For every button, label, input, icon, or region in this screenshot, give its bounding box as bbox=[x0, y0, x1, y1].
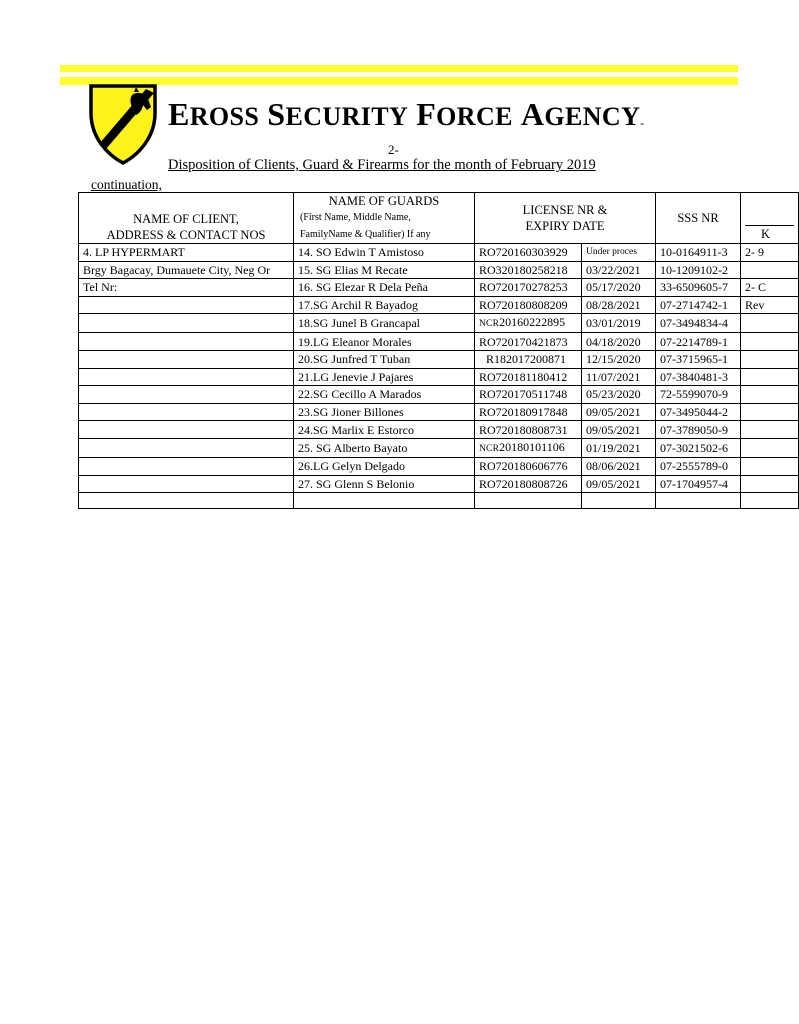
empty-cell bbox=[656, 493, 741, 509]
license-number-cell bbox=[475, 403, 582, 421]
empty-cell bbox=[294, 493, 475, 509]
firearm-info-cell bbox=[741, 421, 799, 439]
license-number-cell bbox=[475, 475, 582, 493]
sss-number-cell: 33-6509605-7 bbox=[656, 279, 741, 297]
license-number-cell bbox=[475, 421, 582, 439]
table-row bbox=[79, 350, 799, 368]
sss-number-cell: 07-2214789-1 bbox=[656, 333, 741, 351]
header-client: NAME OF CLIENT, ADDRESS & CONTACT NOS bbox=[79, 193, 294, 244]
guard-name-cell: 17.SG Archil R Bayadog bbox=[294, 296, 475, 314]
license-number-cell bbox=[475, 386, 582, 404]
client-cell: 4. LP HYPERMART bbox=[79, 244, 294, 262]
table-row bbox=[79, 296, 799, 314]
empty-cell bbox=[741, 493, 799, 509]
firearm-info-cell bbox=[741, 438, 799, 457]
firearm-info-cell bbox=[741, 261, 799, 279]
expiry-date-cell: 08/06/2021 bbox=[582, 457, 656, 475]
sss-number-cell: 07-1704957-4 bbox=[656, 475, 741, 493]
sss-number-cell: 07-2555789-0 bbox=[656, 457, 741, 475]
sss-number-cell: 07-3715965-1 bbox=[656, 350, 741, 368]
table-row bbox=[79, 403, 799, 421]
header-k-partial: K bbox=[741, 193, 799, 244]
license-number-cell bbox=[475, 279, 582, 297]
header-guards: NAME OF GUARDS (First Name, Middle Name, FamilyName & Qualifier) If any bbox=[294, 193, 475, 244]
document-subtitle: Disposition of Clients, Guard & Firearms for the month of February 2019 bbox=[168, 157, 596, 173]
agency-name bbox=[168, 98, 645, 130]
guard-name-cell: 20.SG Junfred T Tuban bbox=[294, 350, 475, 368]
header-sss: SSS NR bbox=[656, 193, 741, 244]
firearm-info-cell bbox=[741, 333, 799, 351]
header-band-top bbox=[60, 65, 738, 72]
expiry-date-cell: 12/15/2020 bbox=[582, 350, 656, 368]
sss-number-cell: 10-1209102-2 bbox=[656, 261, 741, 279]
guard-name-cell: 15. SG Elias M Recate bbox=[294, 261, 475, 279]
header-band-bottom bbox=[60, 77, 738, 85]
client-cell bbox=[79, 386, 294, 404]
sss-number-cell: 72-5599070-9 bbox=[656, 386, 741, 404]
empty-cell bbox=[79, 493, 294, 509]
table-header-row bbox=[79, 193, 799, 244]
expiry-date-cell: 09/05/2021 bbox=[582, 475, 656, 493]
agency-word-4: AGENCY bbox=[520, 96, 641, 132]
expiry-date-cell: 03/22/2021 bbox=[582, 261, 656, 279]
firearm-info-cell bbox=[741, 457, 799, 475]
firearm-info-cell bbox=[741, 314, 799, 333]
firearm-info-cell: Rev bbox=[741, 296, 799, 314]
expiry-date-cell: 08/28/2021 bbox=[582, 296, 656, 314]
client-cell bbox=[79, 475, 294, 493]
expiry-date-cell: 09/05/2021 bbox=[582, 421, 656, 439]
expiry-date-cell: 04/18/2020 bbox=[582, 333, 656, 351]
guard-name-cell: 19.LG Eleanor Morales bbox=[294, 333, 475, 351]
license-number: RO720180606776 bbox=[479, 459, 568, 474]
license-number: RO720170278253 bbox=[479, 280, 568, 295]
firearm-info-cell bbox=[741, 475, 799, 493]
agency-word-2: SECURITY bbox=[267, 96, 409, 132]
client-cell bbox=[79, 438, 294, 457]
license-number: 20160222895 bbox=[499, 315, 566, 330]
guard-disposition-table bbox=[78, 192, 799, 509]
license-number: R182017200871 bbox=[485, 352, 566, 367]
sss-number-cell: 07-2714742-1 bbox=[656, 296, 741, 314]
agency-word-1: EROSS bbox=[168, 96, 260, 132]
license-number: RO720160303929 bbox=[479, 245, 568, 260]
expiry-date-cell: Under proces bbox=[582, 244, 656, 262]
sss-number-cell: 07-3840481-3 bbox=[656, 368, 741, 386]
guard-name-cell: 23.SG Jioner Billones bbox=[294, 403, 475, 421]
guard-name-cell: 21.LG Jenevie J Pajares bbox=[294, 368, 475, 386]
agency-tail: - bbox=[640, 116, 645, 130]
client-cell bbox=[79, 296, 294, 314]
table-row bbox=[79, 314, 799, 333]
client-cell bbox=[79, 333, 294, 351]
table-row bbox=[79, 244, 799, 262]
sss-number-cell: 07-3789050-9 bbox=[656, 421, 741, 439]
guard-name-cell: 18.SG Junel B Grancapal bbox=[294, 314, 475, 333]
cavalry-shield-logo bbox=[88, 83, 158, 165]
empty-cell bbox=[475, 493, 582, 509]
table-row bbox=[79, 386, 799, 404]
license-number-cell bbox=[475, 296, 582, 314]
license-number: RO720170421873 bbox=[479, 334, 568, 349]
license-prefix: NCR bbox=[479, 443, 500, 454]
sss-number-cell: 07-3495044-2 bbox=[656, 403, 741, 421]
firearm-info-cell bbox=[741, 350, 799, 368]
table-row bbox=[79, 457, 799, 475]
license-number: RO720180808209 bbox=[479, 298, 568, 313]
continuation-label: continuation, bbox=[91, 177, 162, 192]
client-cell: Tel Nr: bbox=[79, 279, 294, 297]
agency-word-3: FORCE bbox=[416, 96, 513, 132]
client-cell bbox=[79, 457, 294, 475]
license-number: RO720180917848 bbox=[479, 405, 568, 420]
license-number-cell bbox=[475, 261, 582, 279]
table-row bbox=[79, 279, 799, 297]
guard-name-cell: 27. SG Glenn S Belonio bbox=[294, 475, 475, 493]
license-number-cell bbox=[475, 438, 582, 457]
license-number-cell bbox=[475, 333, 582, 351]
client-cell: Brgy Bagacay, Dumauete City, Neg Or bbox=[79, 261, 294, 279]
guard-name-cell: 26.LG Gelyn Delgado bbox=[294, 457, 475, 475]
expiry-date-cell: 05/23/2020 bbox=[582, 386, 656, 404]
firearm-info-cell bbox=[741, 403, 799, 421]
license-prefix: NCR bbox=[479, 319, 500, 330]
table-row bbox=[79, 438, 799, 457]
license-number: RO720180808731 bbox=[479, 422, 568, 437]
firearm-info-cell bbox=[741, 386, 799, 404]
sss-number-cell: 07-3021502-6 bbox=[656, 438, 741, 457]
guard-name-cell: 24.SG Marlix E Estorco bbox=[294, 421, 475, 439]
table-row bbox=[79, 261, 799, 279]
table-row bbox=[79, 333, 799, 351]
firearm-info-cell: 2- 9 bbox=[741, 244, 799, 262]
client-cell bbox=[79, 350, 294, 368]
page-number: 2- bbox=[388, 142, 399, 157]
client-cell bbox=[79, 421, 294, 439]
expiry-date-cell: 09/05/2021 bbox=[582, 403, 656, 421]
guard-name-cell: 16. SG Elezar R Dela Peña bbox=[294, 279, 475, 297]
guard-name-cell: 14. SO Edwin T Amistoso bbox=[294, 244, 475, 262]
firearm-info-cell bbox=[741, 368, 799, 386]
expiry-date-cell: 11/07/2021 bbox=[582, 368, 656, 386]
sss-number-cell: 07-3494834-4 bbox=[656, 314, 741, 333]
table-row bbox=[79, 368, 799, 386]
header-license: LICENSE NR & EXPIRY DATE bbox=[475, 193, 656, 244]
table-row bbox=[79, 475, 799, 493]
license-number-cell bbox=[475, 244, 582, 262]
license-number-cell bbox=[475, 457, 582, 475]
table-row bbox=[79, 421, 799, 439]
expiry-date-cell: 01/19/2021 bbox=[582, 438, 656, 457]
table-row-blank bbox=[79, 493, 799, 509]
expiry-date-cell: 03/01/2019 bbox=[582, 314, 656, 333]
license-number: RO320180258218 bbox=[479, 262, 568, 277]
license-number: RO720180808726 bbox=[479, 476, 568, 491]
license-number-cell bbox=[475, 314, 582, 333]
guard-name-cell: 22.SG Cecillo A Marados bbox=[294, 386, 475, 404]
client-cell bbox=[79, 368, 294, 386]
firearm-info-cell: 2- C bbox=[741, 279, 799, 297]
sss-number-cell: 10-0164911-3 bbox=[656, 244, 741, 262]
license-number: RO720181180412 bbox=[479, 369, 568, 384]
expiry-date-cell: 05/17/2020 bbox=[582, 279, 656, 297]
guard-name-cell: 25. SG Alberto Bayato bbox=[294, 438, 475, 457]
client-cell bbox=[79, 314, 294, 333]
client-cell bbox=[79, 403, 294, 421]
license-number-cell bbox=[475, 368, 582, 386]
empty-cell bbox=[582, 493, 656, 509]
license-number-cell bbox=[475, 350, 582, 368]
license-number: 20180101106 bbox=[499, 439, 565, 454]
license-number: RO720170511748 bbox=[479, 387, 568, 402]
